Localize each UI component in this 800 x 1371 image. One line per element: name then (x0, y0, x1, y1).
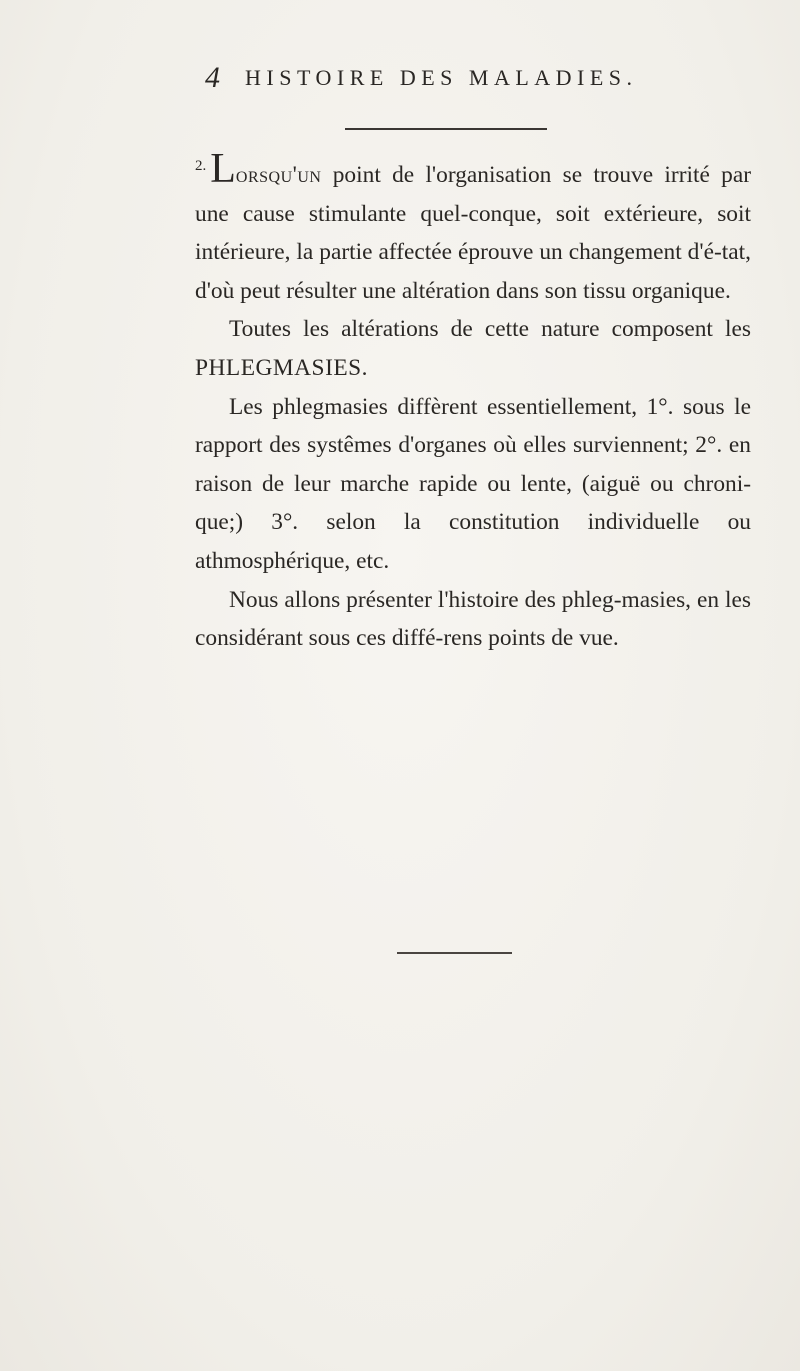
page-number: 4 (205, 61, 220, 94)
paragraph-4 (195, 581, 751, 658)
paragraph-4-text: Nous allons présenter l'histoire des phleg-masies, en les considérant sous ces diffé-rens points de vue. (195, 586, 751, 652)
top-rule (345, 128, 547, 130)
running-head: HISTOIRE DES MALADIES. (245, 65, 638, 90)
initial-letter: L (210, 146, 236, 192)
page-header (205, 60, 725, 100)
paragraph-3-text: Les phlegmasies diffèrent essentiellement, 1°. sous le rapport des systêmes d'organes où elles surviennent; 2°. en raison de leur marche rapide ou lente, (aiguë ou chroni-que;) 3°. selon la constitution individuelle ou athmosphérique, etc. (195, 393, 751, 574)
opening-word: orsqu'un (235, 162, 322, 188)
bottom-rule (397, 952, 512, 954)
paragraph-2 (195, 310, 751, 387)
paragraph-2-text: Toutes les altérations de cette nature composent les (229, 316, 751, 343)
body-text (195, 147, 751, 658)
paragraph-3 (195, 388, 751, 581)
paragraph-1-text: point de l'organisation se trouve irrité par une cause stimulante quel-conque, soit extérieure, soit intérieure, la partie affectée éprouve un changement d'é-tat, d'où peut résulter une altération dans son tissu organique. (195, 162, 751, 304)
paragraph-number: 2. (195, 158, 207, 174)
paragraph-1 (195, 147, 751, 310)
term-phlegmasies: PHLEGMASIES. (195, 354, 369, 381)
